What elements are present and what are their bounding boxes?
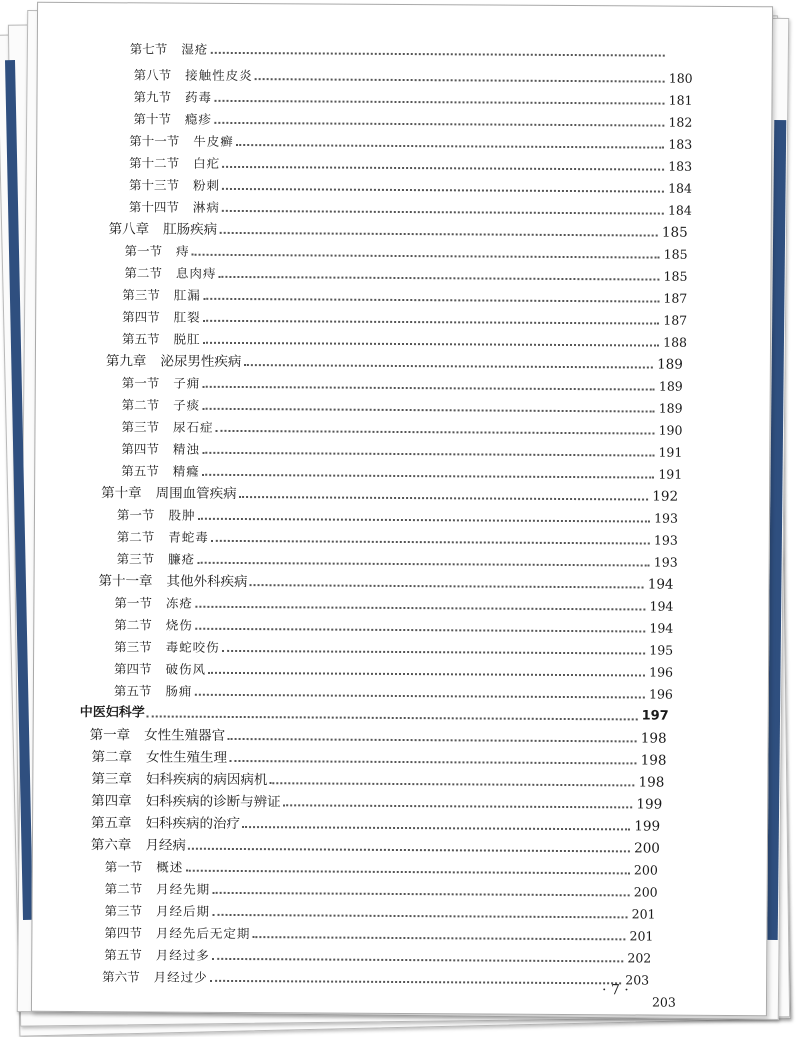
page-folio: · 7 · <box>602 982 629 998</box>
toc-entry-number: 第二章 <box>91 747 132 767</box>
toc-entry <box>104 923 653 946</box>
toc-entry-title: 尿石症 <box>173 418 214 438</box>
toc-page <box>31 2 773 1016</box>
toc-entry-title: 冻疮 <box>166 594 193 614</box>
toc-entry-number: 第二节 <box>105 879 143 899</box>
toc-entry-title: 牛皮癣 <box>193 132 234 152</box>
toc-entry <box>91 747 666 771</box>
toc-entry <box>121 439 682 462</box>
toc-entry-title: 周围血管疾病 <box>156 483 237 503</box>
toc-entry <box>122 373 683 396</box>
toc-entry-number: 第一章 <box>90 725 131 745</box>
toc-entry <box>117 549 678 572</box>
toc-entry-title: 接触性皮炎 <box>185 66 253 86</box>
toc-entry-title: 女性生殖生理 <box>146 747 227 767</box>
toc-entry-title: 月经后期 <box>156 902 210 922</box>
toc-entry-title: 脱肛 <box>173 330 200 350</box>
toc-entry <box>101 483 678 507</box>
toc-entry-number: 第十章 <box>101 483 142 503</box>
toc-entry <box>105 857 658 880</box>
toc-entry-page: 185 <box>663 245 687 265</box>
toc-entry-number: 第五节 <box>121 461 159 481</box>
toc-entry <box>90 725 667 749</box>
dot-leader <box>202 452 654 457</box>
toc-entry-number: 第四节 <box>104 923 142 943</box>
toc-entry-number: 第三节 <box>121 417 159 437</box>
toc-entry <box>121 461 682 484</box>
toc-trailing-page: 203 <box>652 993 692 1013</box>
toc-entry-title: 精癃 <box>173 462 200 482</box>
dot-leader <box>243 364 653 369</box>
toc-entry-number: 第十一章 <box>98 571 152 591</box>
toc-entry-number: 第四节 <box>114 659 152 679</box>
toc-entry-title: 瘾疹 <box>185 110 212 130</box>
toc-entry-page: 191 <box>658 443 682 463</box>
toc-entry-number: 第四章 <box>91 791 132 811</box>
dot-leader <box>222 166 664 171</box>
dot-leader <box>227 738 637 743</box>
dot-leader <box>222 188 664 193</box>
dot-leader <box>242 826 630 830</box>
toc-entry-number: 第二节 <box>124 263 162 283</box>
toc-entry-number: 第五节 <box>104 945 142 965</box>
toc-entry-number: 第六章 <box>91 835 132 855</box>
dot-leader <box>218 276 659 281</box>
dot-leader <box>197 562 649 567</box>
dot-leader <box>188 848 630 853</box>
toc-entry-number: 第十一节 <box>129 131 179 151</box>
dot-leader <box>212 892 629 897</box>
toc-entry-title: 中医妇科学 <box>80 703 145 723</box>
toc-entry-title: 白疕 <box>193 154 220 174</box>
toc-entry-page: 201 <box>631 904 655 924</box>
dot-leader <box>192 254 660 259</box>
toc-entry-number: 第二节 <box>114 615 152 635</box>
toc-entry-number: 第五节 <box>114 681 152 701</box>
toc-entry-title: 女性生殖器官 <box>144 725 225 745</box>
toc-entry-title: 淋病 <box>193 198 220 218</box>
toc-entry-title: 月经过多 <box>156 946 210 966</box>
toc-entry-number: 第四节 <box>121 439 159 459</box>
toc-entry-number: 第三章 <box>91 769 132 789</box>
dot-leader <box>211 540 650 545</box>
toc-entry-page: 184 <box>668 179 692 199</box>
toc-entry-page: 201 <box>629 926 653 946</box>
dot-leader <box>269 782 634 786</box>
toc-entry <box>98 571 673 595</box>
toc-entry-page: 181 <box>668 91 692 111</box>
dot-leader <box>283 804 633 808</box>
toc-entry <box>121 417 682 440</box>
toc-entry-number: 第八节 <box>134 65 172 85</box>
toc-entry-title: 精浊 <box>173 440 200 460</box>
toc-entry-title: 子痈 <box>173 374 200 394</box>
toc-entry-page: 190 <box>658 421 682 441</box>
toc-entry <box>122 307 687 330</box>
toc-entry-page: 194 <box>648 575 674 595</box>
toc-entry-number: 第三节 <box>122 285 160 305</box>
table-of-contents <box>32 3 772 1015</box>
toc-entry-page: 189 <box>657 355 683 375</box>
toc-entry-page: 199 <box>634 816 660 836</box>
dot-leader <box>214 122 664 127</box>
toc-entry <box>133 87 692 110</box>
toc-entry-page: 187 <box>663 311 687 331</box>
toc-entry-number: 第九章 <box>106 351 147 371</box>
toc-entry <box>129 197 692 220</box>
toc-entry <box>129 131 692 154</box>
toc-entry-number: 第五章 <box>91 813 132 833</box>
toc-entry-page: 199 <box>636 794 662 814</box>
toc-entry <box>91 791 662 814</box>
toc-entry-number: 第二节 <box>117 527 155 547</box>
dot-leader <box>212 914 627 919</box>
toc-entry-title: 月经过少 <box>154 967 208 987</box>
toc-entry-title: 月经先期 <box>156 880 210 900</box>
toc-entry-number: 第十四节 <box>129 197 179 217</box>
dot-leader <box>210 52 664 57</box>
toc-entry <box>117 527 678 550</box>
toc-entry-number: 第八章 <box>109 219 150 239</box>
toc-entry-number: 第七节 <box>130 39 168 59</box>
toc-entry-page: 183 <box>668 157 692 177</box>
toc-entry-number: 第一节 <box>117 505 155 525</box>
toc-entry-title: 子痰 <box>173 396 200 416</box>
toc-entry <box>125 241 688 264</box>
toc-entry-page: 198 <box>641 728 667 748</box>
toc-entry <box>124 263 687 286</box>
dot-leader <box>202 474 654 479</box>
toc-entry-title: 粉刺 <box>193 176 220 196</box>
toc-entry-page: 185 <box>662 223 688 243</box>
toc-entry <box>133 109 692 132</box>
toc-entry-page: 196 <box>649 685 673 705</box>
toc-entry <box>114 593 673 616</box>
toc-entry-page: 189 <box>659 377 683 397</box>
toc-entry-title: 其他外科疾病 <box>166 572 247 592</box>
dot-leader <box>255 78 665 83</box>
toc-entry-page: 200 <box>634 838 660 858</box>
toc-entry-page: 200 <box>634 860 658 880</box>
dot-leader <box>203 298 659 303</box>
dot-leader <box>203 320 659 325</box>
dot-leader <box>195 606 645 611</box>
toc-entry-title: 青蛇毒 <box>168 528 209 548</box>
toc-entry-number: 第三节 <box>114 637 152 657</box>
toc-entry-title: 药毒 <box>185 88 212 108</box>
toc-entry-number: 第九节 <box>133 87 171 107</box>
dot-leader <box>147 715 638 720</box>
toc-entry-number: 第一节 <box>105 857 143 877</box>
toc-entry <box>91 813 660 836</box>
toc-entry-page: 185 <box>663 267 687 287</box>
toc-entry-page: 197 <box>642 706 669 726</box>
toc-entry-title: 肛裂 <box>174 308 201 328</box>
dot-leader <box>194 694 644 699</box>
toc-entry-title: 息肉痔 <box>176 264 217 284</box>
toc-entry <box>102 967 649 990</box>
toc-entry-page: 193 <box>654 509 678 529</box>
toc-entry-number: 第十二节 <box>129 153 179 173</box>
toc-entry-title: 泌尿男性疾病 <box>160 352 241 372</box>
toc-entry <box>91 769 664 792</box>
dot-leader <box>210 980 621 985</box>
toc-entry <box>104 945 651 968</box>
dot-leader <box>208 672 645 677</box>
dot-leader <box>236 144 664 149</box>
toc-entry-number: 第六节 <box>102 967 140 987</box>
toc-entry <box>109 219 688 243</box>
toc-entry-number: 第四节 <box>122 307 160 327</box>
toc-entry-page: 195 <box>649 641 673 661</box>
toc-entry <box>91 835 660 858</box>
dot-leader <box>215 430 654 435</box>
toc-entry-number: 第一节 <box>125 241 163 261</box>
toc-entry-title: 痔 <box>176 242 190 262</box>
dot-leader <box>250 584 644 588</box>
toc-entry-page: 183 <box>668 135 692 155</box>
toc-entry-page: 193 <box>654 531 678 551</box>
toc-entry-number: 第五节 <box>122 329 160 349</box>
toc-entry-number: 第一节 <box>122 373 160 393</box>
toc-entry-title: 臁疮 <box>168 550 195 570</box>
dot-leader <box>222 650 645 655</box>
dot-leader <box>252 936 625 940</box>
dot-leader <box>219 232 658 237</box>
toc-entry <box>80 703 669 727</box>
toc-entry <box>129 153 692 176</box>
toc-entry <box>130 39 693 62</box>
toc-entry-number: 第十三节 <box>129 175 179 195</box>
toc-entry-title: 毒蛇咬伤 <box>166 638 220 658</box>
toc-entry-page: 202 <box>627 948 651 968</box>
toc-entry-title: 概述 <box>156 858 183 878</box>
toc-entry-title: 肛肠疾病 <box>163 220 217 240</box>
toc-entry <box>106 351 683 375</box>
dot-leader <box>202 386 654 391</box>
toc-entry <box>114 681 673 704</box>
toc-entry-number: 第三节 <box>117 549 155 569</box>
dot-leader <box>197 518 649 523</box>
toc-entry-page: 194 <box>649 597 673 617</box>
toc-entry-page: 182 <box>668 113 692 133</box>
toc-entry-page: 193 <box>654 553 678 573</box>
toc-entry-title: 月经病 <box>145 835 186 855</box>
toc-entry-title: 肠痈 <box>165 682 192 702</box>
toc-entry-title: 烧伤 <box>166 616 193 636</box>
toc-entry <box>122 395 683 418</box>
dot-leader <box>202 408 654 413</box>
toc-entry-page: 188 <box>663 333 687 353</box>
toc-entry-title: 湿疮 <box>181 40 208 60</box>
toc-entry <box>129 175 692 198</box>
toc-entry-number: 第三节 <box>104 901 142 921</box>
toc-entry-number: 第二节 <box>122 395 160 415</box>
toc-entry <box>117 505 678 528</box>
toc-entry-page: 180 <box>669 69 693 89</box>
toc-entry-title: 月经先后无定期 <box>156 924 251 945</box>
toc-entry-title: 妇科疾病的治疗 <box>146 813 241 834</box>
toc-entry-page: 196 <box>649 663 673 683</box>
toc-entry-title: 破伤风 <box>165 660 206 680</box>
toc-entry-number: 第一节 <box>114 593 152 613</box>
toc-entry-number: 第十节 <box>133 109 171 129</box>
toc-entry <box>104 901 655 924</box>
toc-entry <box>114 637 673 660</box>
dot-leader <box>222 210 664 215</box>
toc-entry-page: 200 <box>634 882 658 902</box>
toc-entry <box>122 329 687 352</box>
toc-entry-page: 184 <box>668 201 692 221</box>
toc-entry <box>105 879 658 902</box>
toc-entry-page: 198 <box>638 772 664 792</box>
dot-leader <box>212 958 623 963</box>
toc-entry-page: 198 <box>641 750 667 770</box>
dot-leader <box>185 870 629 875</box>
toc-entry-page: 194 <box>649 619 673 639</box>
toc-entry-page: 192 <box>652 487 678 507</box>
dot-leader <box>214 100 664 105</box>
toc-entry-page: 189 <box>659 399 683 419</box>
toc-entry-title: 股肿 <box>168 506 195 526</box>
dot-leader <box>195 628 645 633</box>
dot-leader <box>203 342 659 347</box>
toc-entry <box>134 65 693 88</box>
toc-entry <box>114 615 673 638</box>
toc-entry-page: 191 <box>658 465 682 485</box>
toc-entry-page: 203 <box>625 970 649 990</box>
toc-entry-title: 妇科疾病的病因病机 <box>146 769 268 790</box>
dot-leader <box>239 496 649 501</box>
toc-entry <box>114 659 673 682</box>
toc-entry-page: 187 <box>663 289 687 309</box>
toc-entry <box>122 285 687 308</box>
toc-entry-title: 妇科疾病的诊断与辨证 <box>146 791 281 812</box>
toc-entry-title: 肛漏 <box>174 286 201 306</box>
dot-leader <box>229 760 637 764</box>
